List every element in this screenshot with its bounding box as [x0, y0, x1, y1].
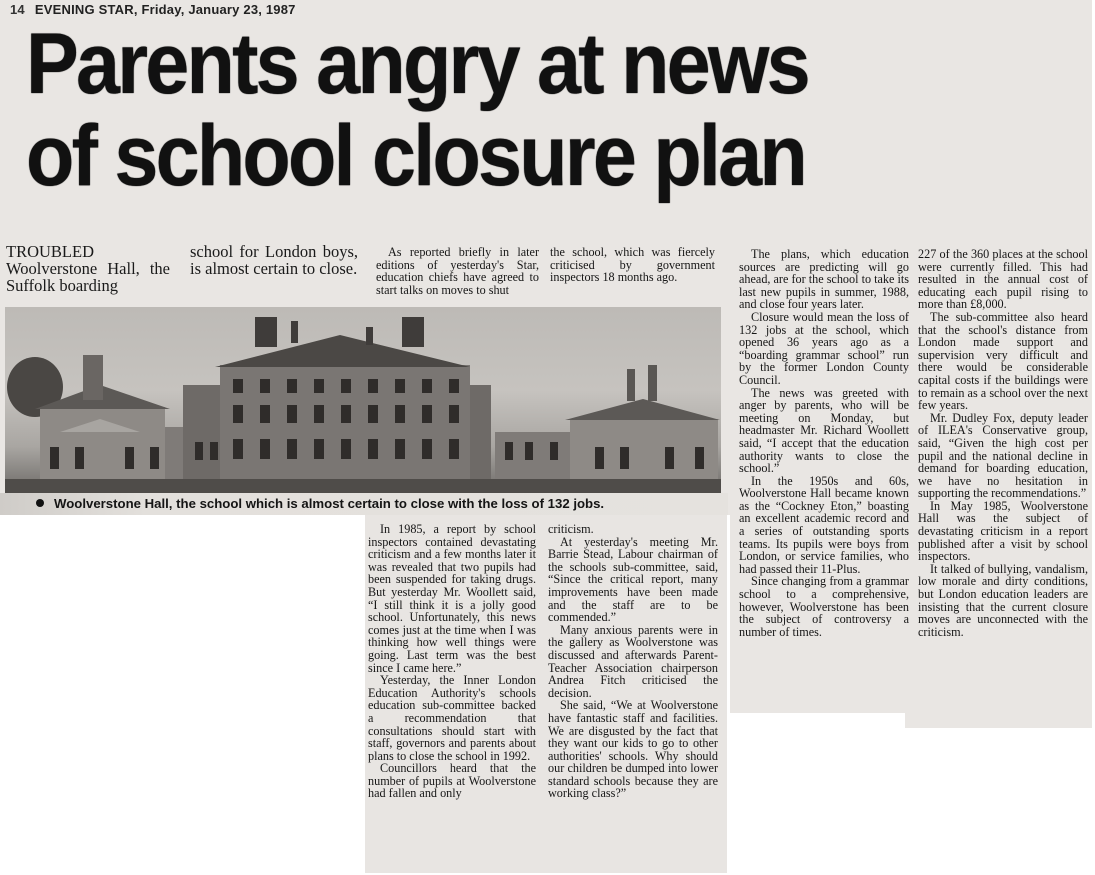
window — [368, 379, 378, 393]
window — [550, 442, 558, 460]
window — [260, 439, 270, 459]
window — [341, 439, 351, 459]
photo-caption — [0, 493, 728, 515]
window — [368, 405, 378, 423]
article-paragraph: As reported briefly in later editions of yesterday's Star, education chiefs have agreed to start talks on moves to shut — [376, 245, 539, 297]
headline-line-2: of school closure plan — [26, 108, 805, 204]
clipping-right-tail — [905, 700, 1092, 728]
page-number: 14 — [10, 2, 25, 17]
window — [422, 405, 432, 423]
article-paragraph: 227 of the 360 places at the school were currently filled. This had resulted in the annual cost of educating each pupil rising to more than £8,000. — [918, 247, 1088, 312]
woolverstone-hall-illustration — [5, 307, 721, 493]
right-chimney-a — [627, 369, 635, 401]
article-paragraph: The plans, which education sources are predicting will go ahead, are for the school to take its last new pupils in summer, 1988, and close four years later. — [739, 247, 909, 312]
article-paragraph: the school, which was fiercely criticised by government inspectors 18 months ago. — [550, 245, 715, 285]
article-paragraph: criticism. — [548, 522, 594, 536]
article-column-b — [550, 246, 715, 284]
article-paragraph: Closure would mean the loss of 132 jobs at the school, which opened 36 years ago as a “boarding grammar school” run by the former London County Council. — [739, 309, 909, 387]
bullet-icon — [36, 499, 44, 507]
dateline: EVENING STAR, Friday, January 23, 1987 — [34, 2, 296, 17]
article-column-f — [548, 523, 718, 800]
article-paragraph: The sub-committee also heard that the school's distance from London made support and supervision very difficult and there would be considerable capital costs if the buildings were to remain as a school over the next few years. — [918, 309, 1088, 413]
window — [195, 442, 203, 460]
main-roof — [215, 335, 470, 367]
article-paragraph: In 1985, a report by school inspectors contained devastating criticism and a few months later it was revealed that two pupils had been suspended for taking drugs. But yesterday Mr. Woollett said, “I still think it is a jolly good school. Unfortunately, this news comes just at the time when I was thinking how well things were going. Last term was the best since I came here.” — [368, 522, 536, 675]
window — [341, 379, 351, 393]
window — [314, 379, 324, 393]
window — [449, 439, 459, 459]
article-column-c — [739, 248, 909, 638]
article-paragraph: At yesterday's meeting Mr. Barrie Stead, Labour chairman of the schools sub-committee, said, “Since the critical report, many improvements have been made and the staff are to be commended.” — [548, 534, 718, 625]
window — [233, 379, 243, 393]
window — [505, 442, 513, 460]
window — [287, 439, 297, 459]
window — [125, 447, 134, 469]
photo-caption-text: Woolverstone Hall, the school which is almost certain to close with the loss of 132 jobs. — [54, 496, 605, 511]
window — [368, 439, 378, 459]
window — [665, 447, 674, 469]
window — [449, 379, 459, 393]
chimney-small-right — [366, 327, 373, 345]
article-paragraph: In the 1950s and 60s, Woolverstone Hall became known as the “Cockney Eton,” boasting an excellent academic record and a series of outstanding sports teams. Its pupils were boys from London, or service families, who had passed their 11-Plus. — [739, 473, 909, 576]
window — [287, 405, 297, 423]
ground — [5, 479, 721, 493]
window — [595, 447, 604, 469]
intro-paragraph-part-2: school for London boys, is almost certain to close. — [190, 242, 358, 278]
article-paragraph: Yesterday, the Inner London Education Authority's schools education sub-committee backed a recommendation that consultations should start with staff, governors and parents about plans to close the school in 1992. — [368, 673, 536, 763]
intro-paragraph-part-1: TROUBLED Woolverstone Hall, the Suffolk boarding — [6, 242, 170, 295]
window — [150, 447, 159, 469]
window — [620, 447, 629, 469]
window — [449, 405, 459, 423]
right-pavilion-roof — [565, 399, 720, 420]
chimney-left — [255, 317, 277, 347]
article-paragraph: Since changing from a grammar school to a comprehensive, however, Woolverstone has been the subject of controversy a number of times. — [739, 574, 909, 639]
window — [395, 379, 405, 393]
headline-line-1: Parents angry at news — [26, 16, 808, 112]
window — [210, 442, 218, 460]
right-chimney-b — [648, 365, 657, 401]
article-column-d — [918, 248, 1088, 638]
article-paragraph: Councillors heard that the number of pupils at Woolverstone had fallen and only — [368, 761, 536, 801]
window — [75, 447, 84, 469]
article-paragraph: She said, “We at Woolverstone have fantastic staff and facilities. We are disgusted by the fact that they want our kids to go to other authorities' schools. Why should our children be dumped into lower standard schools because they are working class?” — [548, 698, 718, 801]
window — [314, 439, 324, 459]
window — [260, 379, 270, 393]
window — [341, 405, 351, 423]
article-paragraph: Many anxious parents were in the gallery as Woolverstone was discussed and afterwards Parent-Teacher Association chairperson Andrea Fitch criticised the decision. — [548, 622, 718, 700]
article-paragraph: In May 1985, Woolverstone Hall was the subject of devastating criticism in a report published after a visit by school inspectors. — [918, 498, 1088, 564]
article-column-e — [368, 523, 536, 800]
chimney-right — [402, 317, 424, 347]
article-column-a — [376, 246, 539, 296]
window — [260, 405, 270, 423]
article-paragraph: Mr. Dudley Fox, deputy leader of ILEA's Conservative group, said, “Given the high cost per pupil and the national decline in demand for boarding education, we have no hesitation in supporting the recommendations.” — [918, 410, 1088, 501]
article-paragraph: It talked of bullying, vandalism, low morale and dirty conditions, but London education leaders are insisting that the current closure moves are unconnected with the criticism. — [918, 561, 1088, 639]
masthead — [10, 2, 296, 17]
window — [287, 379, 297, 393]
window — [422, 439, 432, 459]
window — [233, 405, 243, 423]
window — [50, 447, 59, 469]
chimney-small — [291, 321, 298, 343]
window — [314, 405, 324, 423]
window — [525, 442, 533, 460]
headline — [26, 18, 983, 202]
window — [395, 405, 405, 423]
article-paragraph: The news was greeted with anger by parents, who will be meeting on Monday, but headmaster Mr. Richard Woollett said, “I accept that the education authority wants to close the school.” — [739, 385, 909, 476]
window — [233, 439, 243, 459]
window — [422, 379, 432, 393]
window — [695, 447, 704, 469]
left-tower — [83, 355, 103, 400]
school-photo — [5, 307, 721, 493]
window — [395, 439, 405, 459]
